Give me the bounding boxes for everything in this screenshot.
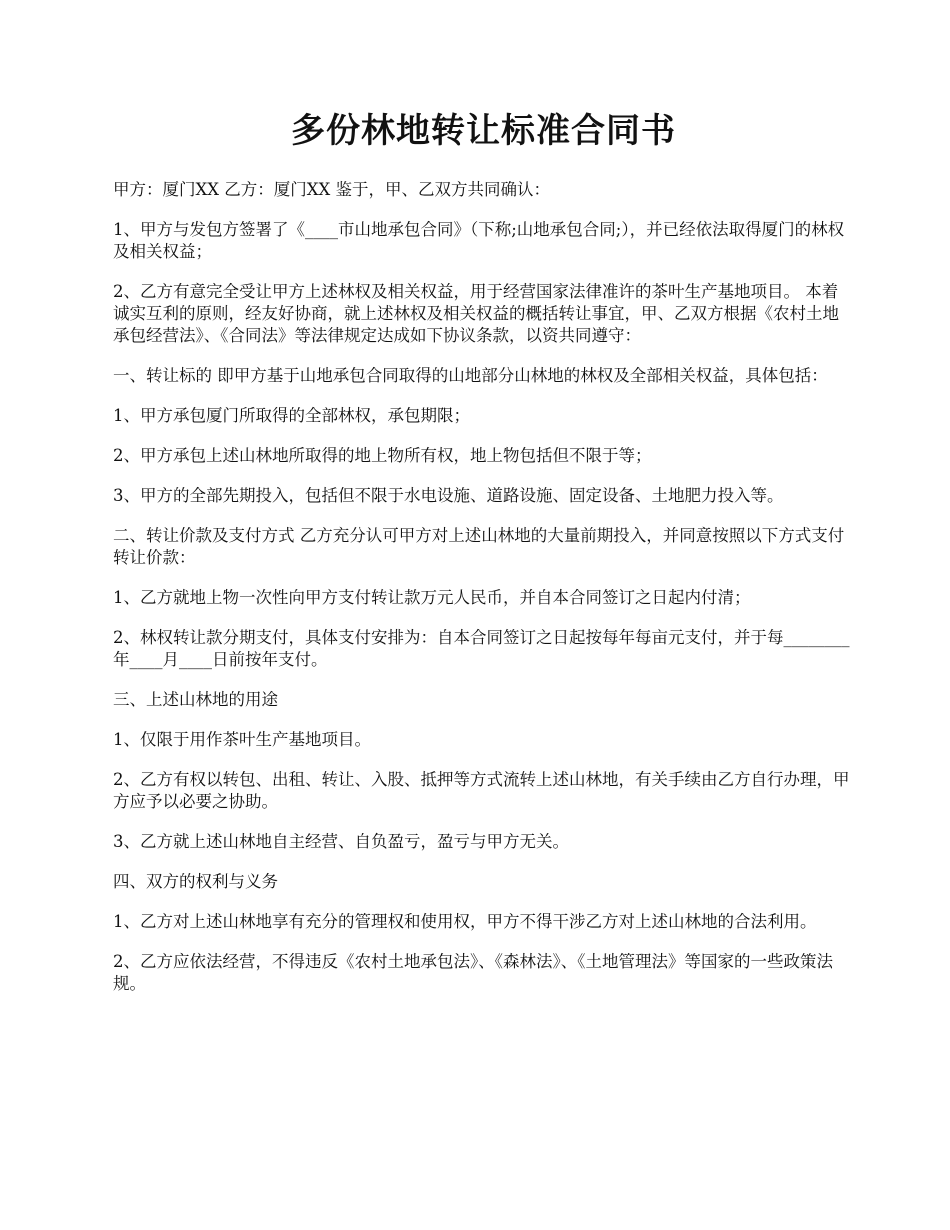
clause-paragraph: 1、乙方对上述山林地享有充分的管理权和使用权，甲方不得干涉乙方对上述山林地的合法利用。 [113,911,817,931]
clause-paragraph: 1、仅限于用作茶叶生产基地项目。 [113,729,371,749]
clause-paragraph: 2、乙方有意完全受让甲方上述林权及相关权益，用于经营国家法律准许的茶叶生产基地项目。 本着诚实互利的原则，经友好协商，就上述林权及相关权益的概括转让事宜，甲、乙双方根据《农村土地承包经营法》、《合同法》等法律规定达成如下协议条款，以资共同遵守： [113,281,839,345]
clause-paragraph: 2、乙方有权以转包、出租、转让、入股、抵押等方式流转上述山林地，有关手续由乙方自行办理，甲方应予以必要之协助。 [113,769,850,811]
clause-paragraph: 2、乙方应依法经营，不得违反《农村土地承包法》、《森林法》、《土地管理法》等国家的一些政策法规。 [113,951,833,993]
clause-paragraph: 1、甲方与发包方签署了《____市山地承包合同》（下称;山地承包合同;），并已经依法取得厦门的林权及相关权益； [113,219,845,261]
clause-paragraph: 2、林权转让款分期支付，具体支付安排为：自本合同签订之日起按每年每亩元支付，并于每________年____月____日前按年支付。 [113,627,850,669]
clause-paragraph: 3、甲方的全部先期投入，包括但不限于水电设施、道路设施、固定设备、土地肥力投入等。 [113,485,784,505]
clause-paragraph: 2、甲方承包上述山林地所取得的地上物所有权，地上物包括但不限于等； [113,445,652,465]
clause-paragraph: 3、乙方就上述山林地自主经营、自负盈亏，盈亏与甲方无关。 [113,831,569,851]
section-paragraph: 一、转让标的 即甲方基于山地承包合同取得的山地部分山林地的林权及全部相关权益，具体包括： [113,365,828,385]
section-paragraph: 二、转让价款及支付方式 乙方充分认可甲方对上述山林地的大量前期投入，并同意按照以下方式支付转让价款： [113,525,845,567]
clause-paragraph: 1、甲方承包厦门所取得的全部林权，承包期限； [113,405,470,425]
parties-paragraph: 甲方：厦门XX 乙方：厦门XX 鉴于，甲、乙双方共同确认： [113,179,550,199]
section-heading: 三、上述山林地的用途 [113,689,278,709]
section-heading: 四、双方的权利与义务 [113,871,278,891]
document-title: 多份林地转让标准合同书 [291,111,676,151]
clause-paragraph: 1、乙方就地上物一次性向甲方支付转让款万元人民币，并自本合同签订之日起内付清； [113,587,751,607]
